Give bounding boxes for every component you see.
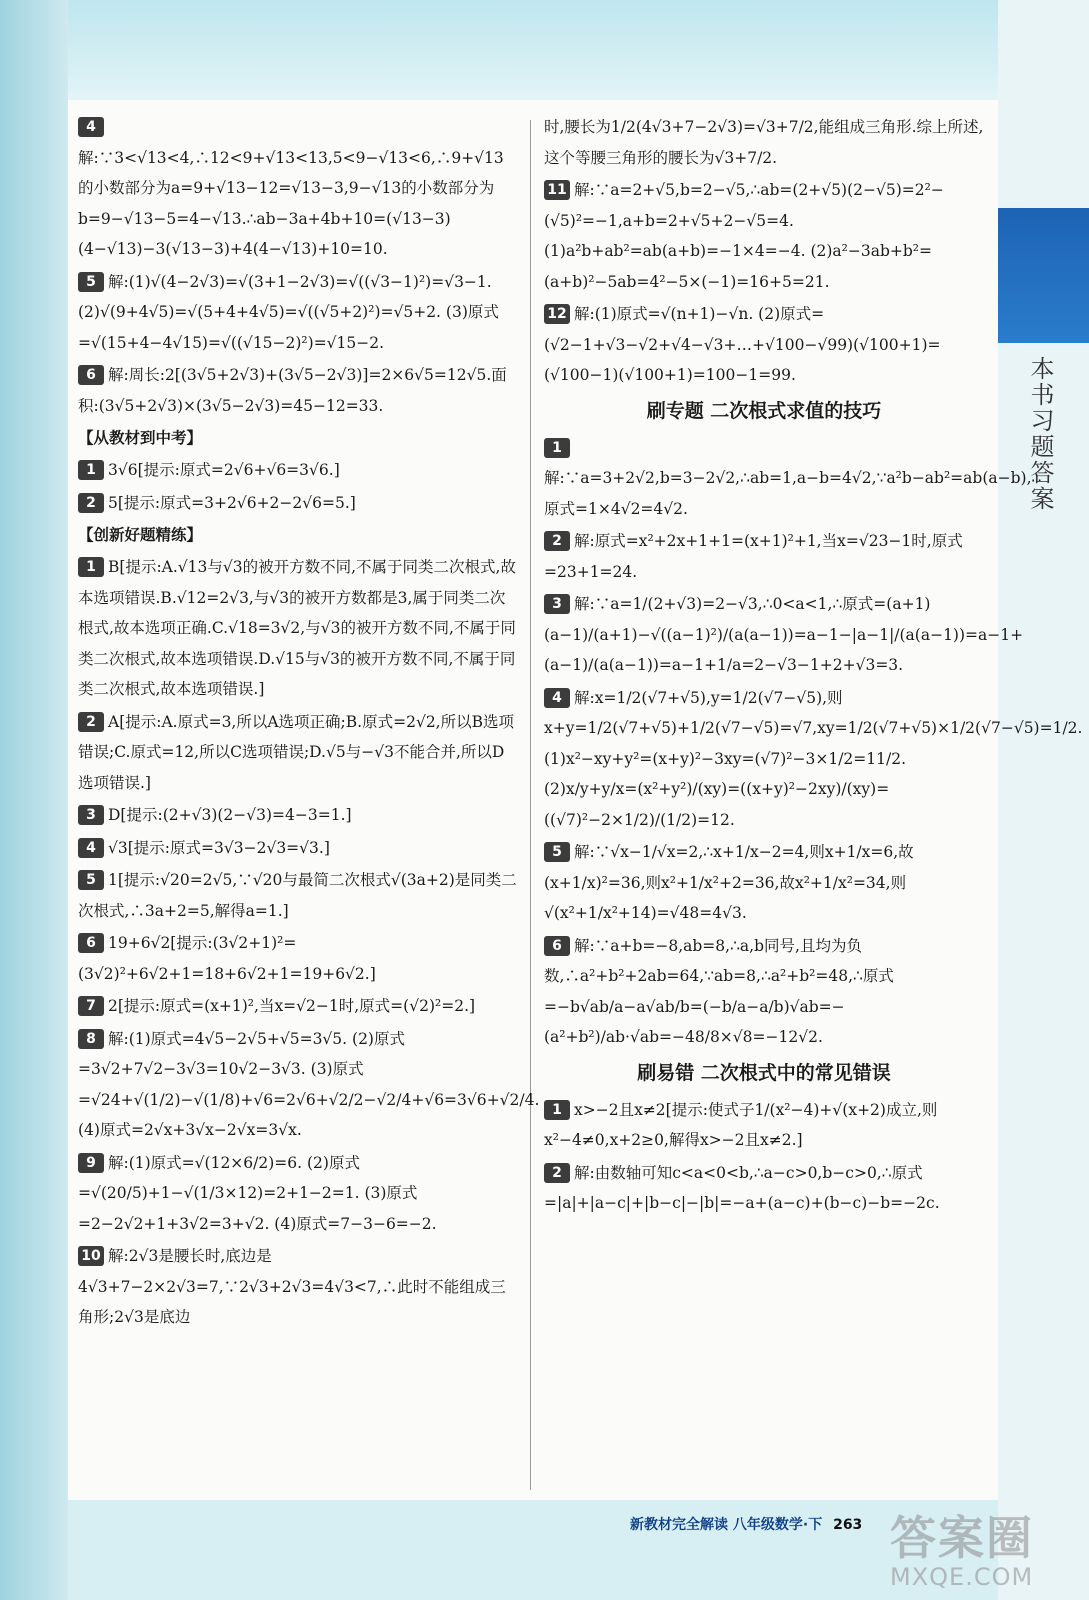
item-number-badge: 4 bbox=[78, 117, 104, 137]
section-heading: 【从教材到中考】 bbox=[78, 429, 203, 447]
answer-text: 解:(1)√(4−2√3)=√(3+1−2√3)=√((√3−1)²)=√3−1. (2)√(9+4√5)=√(5+4+4√5)=√((√5+2)²)=√5+2. (3)原式=√(15+4−4√15)=√((√15−2)²)=√15−2. bbox=[78, 272, 499, 352]
answer-text: 1[提示:√20=2√5,∵√20与最简二次根式√(3a+2)是同类二次根式,∴3a+2=5,解得a=1.] bbox=[78, 871, 517, 920]
answer-text: 解:原式=x²+2x+1+1=(x+1)²+1,当x=√23−1时,原式=23+1=24. bbox=[544, 532, 963, 581]
item-number-badge: 12 bbox=[544, 304, 570, 324]
item-number-badge: 2 bbox=[78, 493, 104, 513]
answer-text: 5[提示:原式=3+2√6+2−2√6=5.] bbox=[108, 493, 356, 512]
answer-item bbox=[78, 552, 518, 705]
page-top-band bbox=[0, 0, 1089, 110]
item-number-badge: 11 bbox=[544, 180, 570, 200]
answer-text: 2[提示:原式=(x+1)²,当x=√2−1时,原式=(√2)²=2.] bbox=[108, 997, 476, 1015]
item-number-badge: 8 bbox=[78, 1029, 104, 1049]
item-number-badge: 2 bbox=[544, 1163, 570, 1183]
answer-text: 解:∵a=3+2√2,b=3−2√2,∴ab=1,a−b=4√2,∵a²b−ab²=ab(a−b),∴原式=1×4√2=4√2. bbox=[544, 469, 1042, 518]
item-number-badge: 4 bbox=[544, 688, 570, 708]
answer-text: 解:∵a+b=−8,ab=8,∴a,b同号,且均为负数,∴a²+b²+2ab=64,∵ab=8,∴a²+b²=48,∴原式=−b√ab/a−a√ab/b=(−b/a−a/b)√ab=−(a²+b²)/ab·√ab=−48/8×√8=−12√2. bbox=[544, 936, 894, 1046]
answer-item bbox=[544, 589, 1024, 681]
page-number: 263 bbox=[833, 1517, 863, 1533]
answer-item bbox=[544, 683, 1083, 836]
item-number-badge: 1 bbox=[544, 1100, 570, 1120]
answer-text: 解:2√3是腰长时,底边是4√3+7−2×2√3=7,∵2√3+2√3=4√3<7,∴此时不能组成三角形;2√3是底边 bbox=[78, 1247, 506, 1326]
item-number-badge: 1 bbox=[544, 438, 570, 458]
watermark-logo bbox=[890, 1512, 1080, 1598]
topic-heading: 刷专题 二次根式求值的技巧 bbox=[646, 399, 882, 422]
answer-item bbox=[78, 1024, 540, 1146]
item-number-badge: 2 bbox=[78, 712, 104, 732]
column-divider bbox=[530, 120, 531, 1490]
answer-item bbox=[78, 800, 518, 831]
item-number-badge: 6 bbox=[78, 933, 104, 953]
answer-text: 解:由数轴可知c<a<0<b,∴a−c>0,b−c>0,∴原式=|a|+|a−c|+|b−c|−|b|=−a+(a−c)+(b−c)−b=−2c. bbox=[544, 1163, 940, 1212]
answer-text: 解:x=1/2(√7+√5),y=1/2(√7−√5),则x+y=1/2(√7+√5)+1/2(√7−√5)=√7,xy=1/2(√7+√5)×1/2(√7−√5)=1/2.(1)x²−xy+y²=(x+y)²−3xy=(√7)²−3×1/2=11/2. (2)x/y+y/x=(x²+y²)/(xy)=((x+y)²−2xy)/(xy)=((√7)²−2×1/2)/(1/2)=12. bbox=[544, 688, 1083, 829]
item-number-badge: 3 bbox=[544, 594, 570, 614]
watermark-text: 答案圈 bbox=[890, 1511, 1034, 1565]
answer-text: 解:∵a=2+√5,b=2−√5,∴ab=(2+√5)(2−√5)=2²−(√5)²=−1,a+b=2+√5+2−√5=4.(1)a²b+ab²=ab(a+b)=−1×4=−4. (2)a²−3ab+b²=(a+b)²−5ab=4²−5×(−1)=16+5=21. bbox=[544, 181, 944, 291]
answer-text: 解:(1)原式=√(12×6/2)=6. (2)原式=√(20/5)+1−√(1/3×12)=2+1−2=1. (3)原式=2−2√2+1+3√2=3+√2. (4)原式=7−3−6=−2. bbox=[78, 1153, 437, 1233]
answer-item bbox=[78, 991, 518, 1022]
answer-item bbox=[544, 837, 984, 929]
answer-text: √3[提示:原式=3√3−2√3=√3.] bbox=[108, 838, 330, 857]
answer-text: 19+6√2[提示:(3√2+1)²=(3√2)²+6√2+1=18+6√2+1=19+6√2.] bbox=[78, 934, 376, 983]
item-number-badge: 9 bbox=[78, 1153, 104, 1173]
answer-text: 解:∵3<√13<4,∴12<9+√13<13,5<9−√13<6,∴9+√13的小数部分为a=9+√13−12=√13−3,9−√13的小数部分为b=9−√13−5=4−√13.∴ab−3a+4b+10=(√13−3)(4−√13)−3(√13−3)+4(4−√13)+10=10. bbox=[78, 148, 504, 258]
answer-text: x>−2且x≠2[提示:使式子1/(x²−4)+√(x+2)成立,则x²−4≠0,x+2≥0,解得x>−2且x≠2.] bbox=[544, 1100, 938, 1149]
item-number-badge: 6 bbox=[78, 365, 104, 385]
item-number-badge: 7 bbox=[78, 996, 104, 1016]
item-number-badge: 10 bbox=[78, 1246, 104, 1266]
answer-item bbox=[78, 707, 518, 799]
answer-item bbox=[78, 267, 518, 359]
answer-item bbox=[544, 175, 984, 297]
answer-item bbox=[78, 833, 518, 864]
answer-item bbox=[544, 931, 984, 1053]
side-label: 本书习题答案 bbox=[1026, 356, 1054, 512]
item-number-badge: 5 bbox=[78, 272, 104, 292]
answer-item bbox=[78, 455, 518, 486]
item-number-badge: 5 bbox=[78, 870, 104, 890]
answer-text: 解:(1)原式=4√5−2√5+√5=3√5. (2)原式=3√2+7√2−3√3=10√2−3√3. (3)原式=√24+√(1/2)−√(1/8)+√6=2√6+√2/2−√2/4+√6=3√6+√2/4. (4)原式=2√x+3√x−2√x=3√x. bbox=[78, 1029, 540, 1139]
answer-item bbox=[78, 1241, 518, 1333]
answer-item bbox=[544, 433, 1042, 525]
answer-item bbox=[78, 488, 518, 519]
answer-item bbox=[78, 928, 518, 989]
answer-item bbox=[78, 112, 518, 265]
answer-item bbox=[78, 360, 518, 421]
item-number-badge: 6 bbox=[544, 936, 570, 956]
answer-item bbox=[78, 865, 518, 926]
item-number-badge: 3 bbox=[78, 805, 104, 825]
topic-heading: 刷易错 二次根式中的常见错误 bbox=[637, 1061, 891, 1084]
answer-text: 解:∵a=1/(2+√3)=2−√3,∴0<a<1,∴原式=(a+1)(a−1)/(a+1)−√((a−1)²)/(a(a−1))=a−1−|a−1|/(a(a−1))=a−1+(a−1)/(a(a−1))=a−1+1/a=2−√3−1+2+√3=3. bbox=[544, 595, 1024, 674]
book-spine bbox=[0, 0, 68, 1600]
answer-text: D[提示:(2+√3)(2−√3)=4−3=1.] bbox=[108, 806, 352, 824]
section-heading: 【创新好题精练】 bbox=[78, 526, 203, 544]
answer-text: B[提示:A.√13与√3的被开方数不同,不属于同类二次根式,故本选项错误.B.√12=2√3,与√3的被开方数都是3,属于同类二次根式,故本选项正确.C.√18=3√2,与√3的被开方数不同,不属于同类二次根式,故本选项错误.D.√15与√3的被开方数不同,不属于同类二次根式,故本选项错误.] bbox=[78, 558, 516, 698]
answer-item bbox=[78, 1148, 518, 1240]
answer-item bbox=[544, 299, 984, 391]
chapter-tab bbox=[998, 208, 1089, 343]
answer-text: A[提示:A.原式=3,所以A选项正确;B.原式=2√2,所以B选项错误;C.原式=12,所以C选项错误;D.√5与−√3不能合并,所以D选项错误.] bbox=[78, 712, 514, 792]
item-number-badge: 1 bbox=[78, 557, 104, 577]
left-column bbox=[78, 112, 540, 1333]
answer-item bbox=[544, 1158, 984, 1219]
answer-text: 3√6[提示:原式=2√6+√6=3√6.] bbox=[108, 461, 340, 479]
item-number-badge: 1 bbox=[78, 460, 104, 480]
answer-item bbox=[544, 526, 984, 587]
answer-item bbox=[544, 1095, 984, 1156]
footer-series: 新教材完全解读 八年级数学·下 bbox=[630, 1517, 823, 1533]
item-number-badge: 5 bbox=[544, 842, 570, 862]
item-number-badge: 4 bbox=[78, 838, 104, 858]
watermark-url: MXQE.COM bbox=[890, 1563, 1034, 1591]
answer-text: 解:(1)原式=√(n+1)−√n. (2)原式=(√2−1+√3−√2+√4−√3+…+√100−√99)(√100+1)=(√100−1)(√100+1)=100−1=99. bbox=[544, 305, 941, 384]
answer-continuation: 时,腰长为1/2(4√3+7−2√3)=√3+7/2,能组成三角形.综上所述,这个等腰三角形的腰长为√3+7/2. bbox=[544, 118, 984, 167]
item-number-badge: 2 bbox=[544, 531, 570, 551]
answer-text: 解:∵√x−1/√x=2,∴x+1/x−2=4,则x+1/x=6,故(x+1/x)²=36,则x²+1/x²+2=36,故x²+1/x²=34,则√(x²+1/x²+14)=√48=4√3. bbox=[544, 843, 914, 922]
answer-text: 解:周长:2[(3√5+2√3)+(3√5−2√3)]=2×6√5=12√5.面积:(3√5+2√3)×(3√5−2√3)=45−12=33. bbox=[78, 366, 507, 415]
